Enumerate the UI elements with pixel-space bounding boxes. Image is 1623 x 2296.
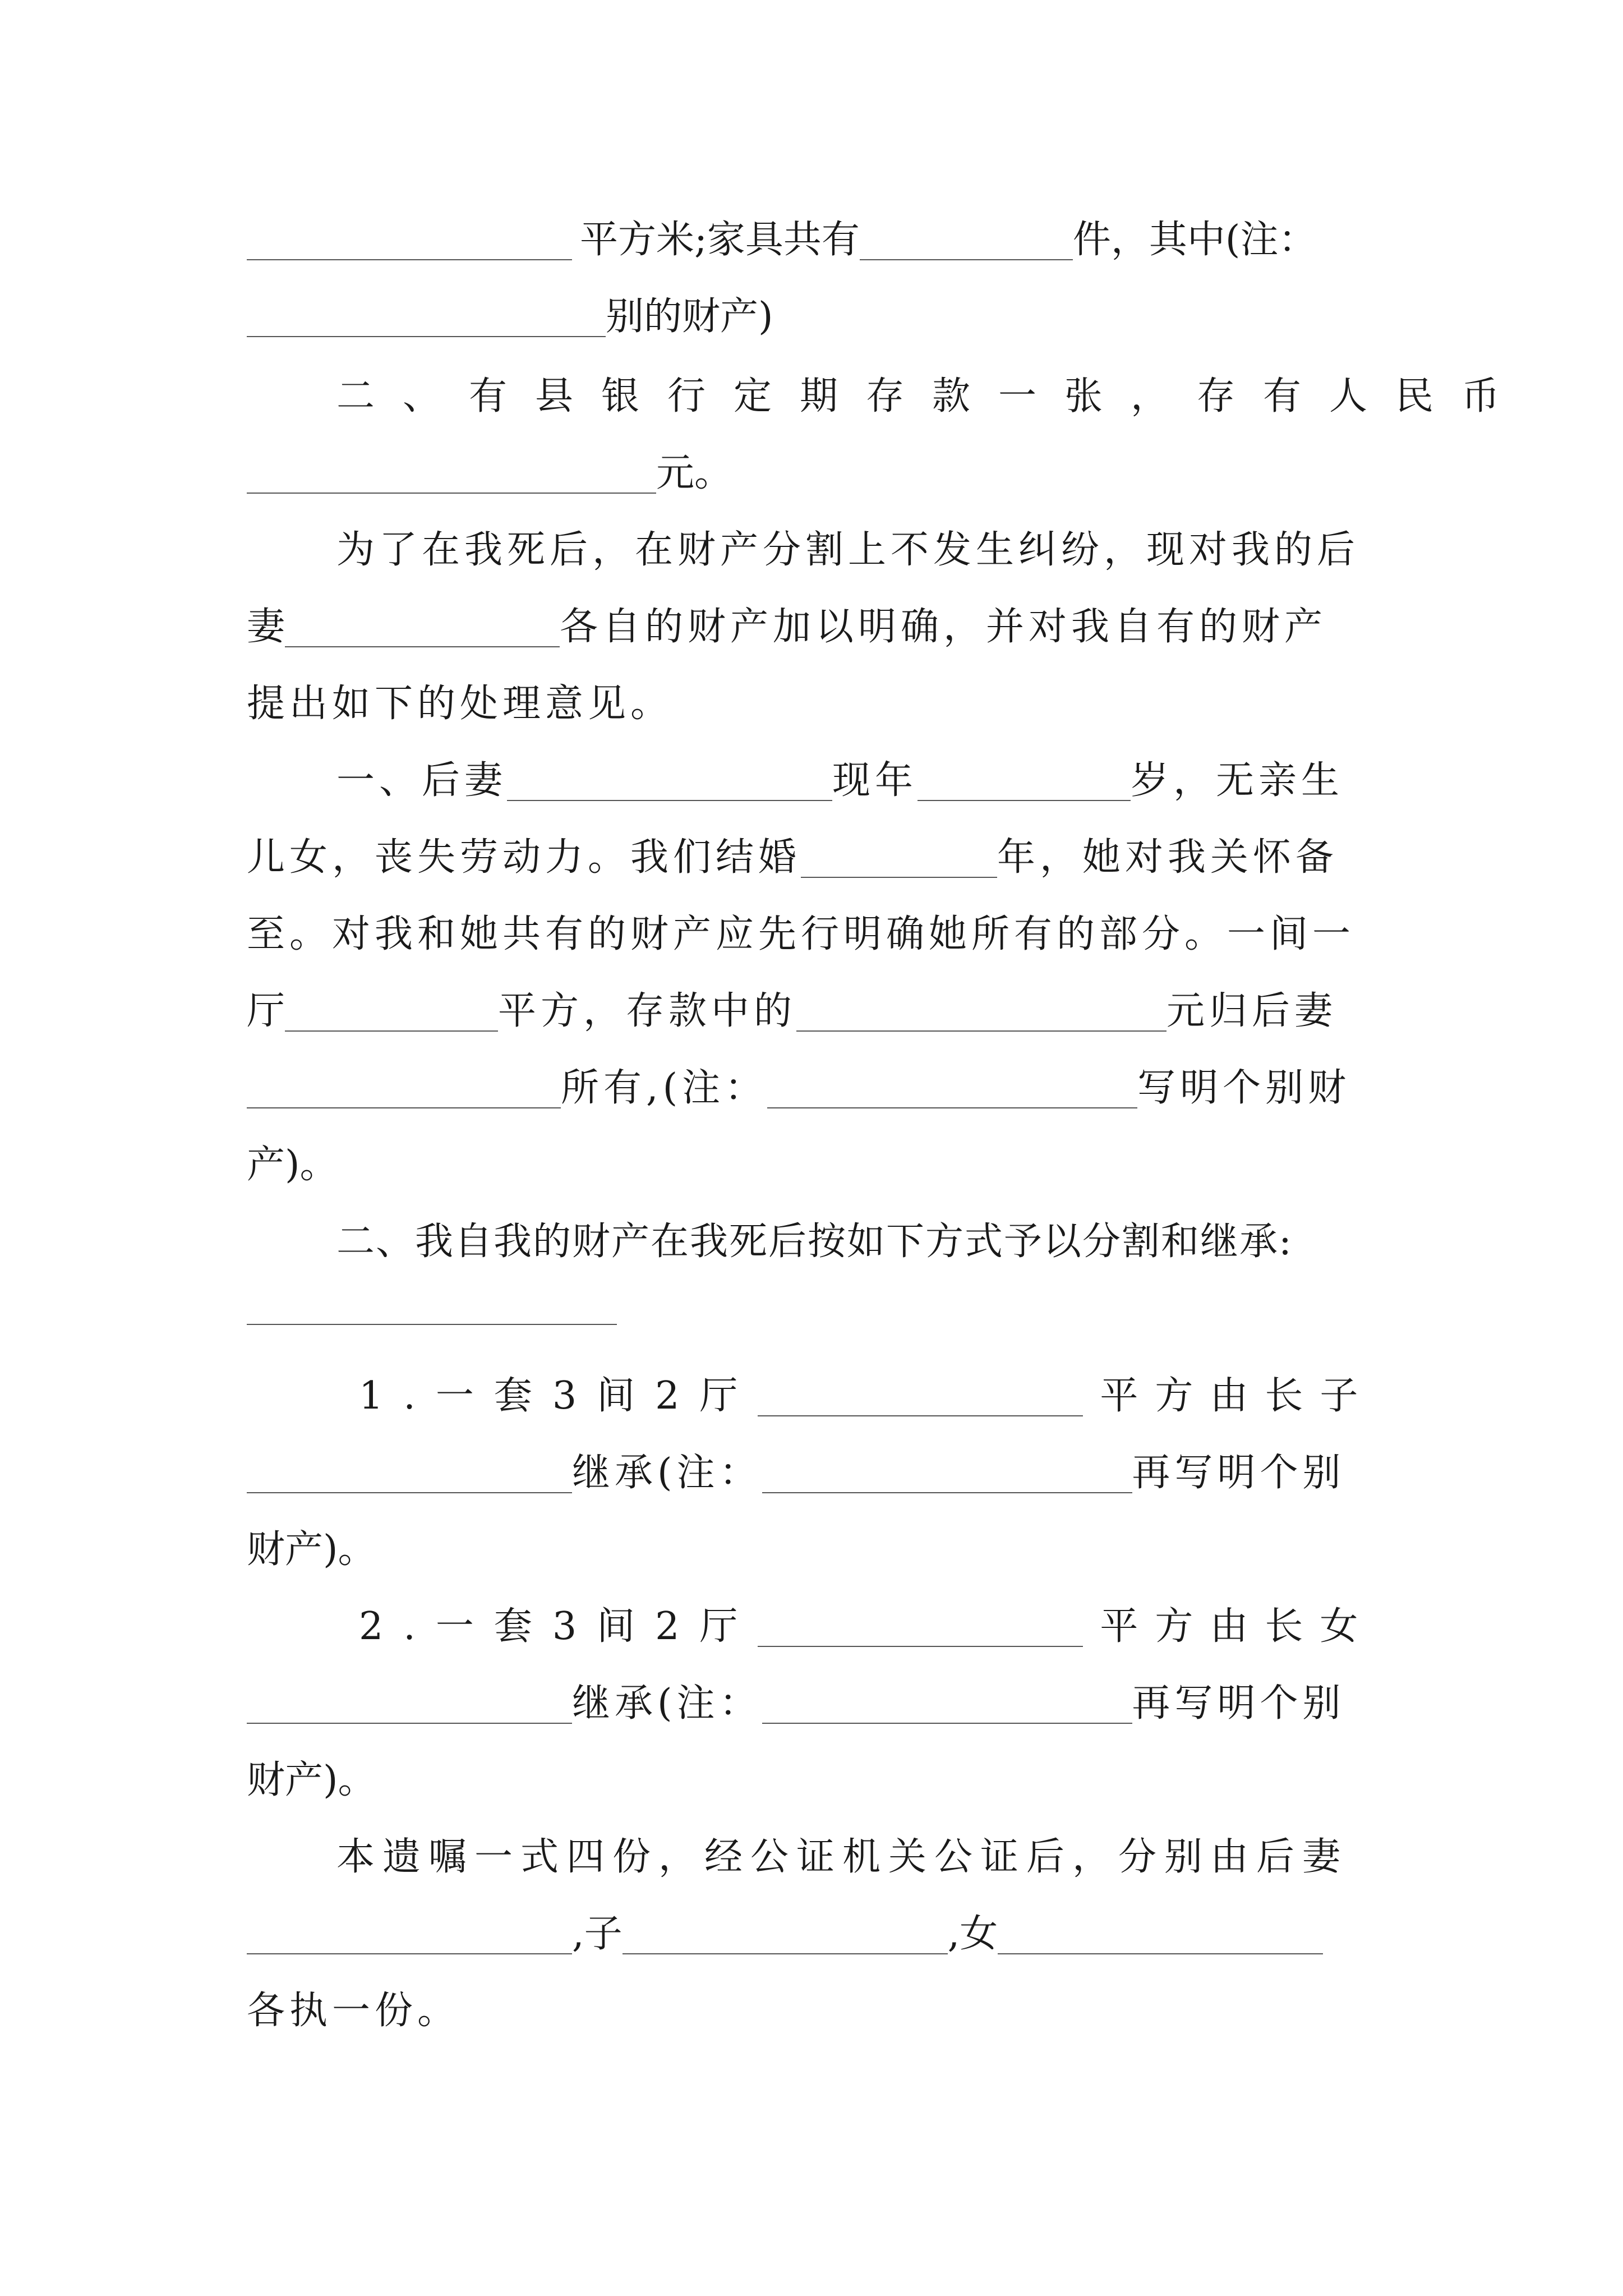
line-17 (247, 1445, 1385, 1501)
blank-field (247, 1683, 572, 1724)
text: 2.一套3间2厅 (359, 1604, 758, 1649)
text: 继承(注： (572, 1451, 762, 1495)
text: 儿女，丧失劳动力。我们结婚 (247, 835, 801, 880)
text: 年，她对我关怀备 (997, 835, 1339, 880)
text: 财产)。 (247, 1527, 376, 1572)
text: 至。对我和她共有的财产应先行明确她所有的部分。一间一 (247, 912, 1355, 956)
text: 各执一份。 (247, 1989, 460, 2033)
blank-field (917, 761, 1131, 801)
line-14 (336, 1214, 1385, 1270)
line-19 (359, 1599, 1385, 1655)
blank-field (762, 1453, 1132, 1493)
text: 现年 (832, 758, 918, 803)
text: 各自的财产加以明确，并对我自有的财产 (560, 605, 1327, 649)
line-23 (247, 1906, 1385, 1962)
text: 平方由长子 (1100, 1374, 1375, 1418)
line-18 (247, 1522, 1385, 1578)
text: 写明个别财 (1137, 1066, 1351, 1110)
blank-field (767, 1068, 1137, 1108)
line-4 (247, 445, 1385, 501)
line-13 (247, 1137, 1385, 1193)
line-8 (336, 753, 1385, 809)
blank-field (247, 1285, 617, 1325)
text: 财产)。 (247, 1758, 376, 1802)
text: 妻 (247, 605, 285, 649)
text: 产)。 (247, 1143, 338, 1187)
text: 平方米;家具共有 (580, 218, 860, 262)
line-9 (247, 830, 1385, 886)
text: 1.一套3间2厅 (359, 1374, 758, 1418)
line-15 (247, 1285, 1385, 1333)
blank-field (247, 1914, 572, 1954)
text: 平方，存款中的 (498, 989, 797, 1033)
text: 继承(注： (572, 1681, 762, 1726)
text: ,女 (947, 1912, 998, 1956)
text: ,子 (572, 1912, 623, 1956)
text: 二、我自我的财产在我死后按如下方式予以分割和继承: (336, 1220, 1293, 1264)
text: 别的财产) (606, 295, 773, 339)
line-3 (336, 369, 1528, 425)
line-6 (247, 599, 1385, 655)
blank-field (758, 1607, 1083, 1647)
text: 厅 (247, 989, 285, 1033)
line-1 (247, 212, 1385, 268)
text: 二、有县银行定期存款一张，存有人民币 (336, 374, 1528, 418)
line-5 (336, 522, 1385, 578)
text: 元归后妻 (1166, 989, 1338, 1033)
line-20 (247, 1676, 1385, 1732)
line-16 (359, 1368, 1385, 1424)
blank-field (860, 220, 1073, 260)
text: 件，其中(注： (1072, 218, 1317, 262)
line-24 (247, 1983, 1385, 2039)
text: 所有,(注： (561, 1066, 768, 1110)
text: 本遗嘱一式四份，经公证机关公证后，分别由后妻 (336, 1835, 1349, 1879)
blank-field (762, 1683, 1132, 1724)
blank-field (285, 991, 498, 1032)
text: 为了在我死后，在财产分割上不发生纠纷，现对我的后 (336, 528, 1360, 572)
blank-field (247, 297, 606, 337)
line-7 (247, 676, 1385, 732)
blank-field (758, 1376, 1083, 1416)
text: 一、后妻 (336, 758, 508, 803)
text: 提出如下的处理意见。 (247, 682, 674, 726)
blank-field (801, 838, 997, 878)
text: 平方由长女 (1100, 1604, 1375, 1649)
blank-field (507, 761, 832, 801)
blank-field (247, 1453, 572, 1493)
text: 再写明个别 (1132, 1451, 1345, 1495)
line-2 (247, 289, 1385, 345)
blank-field (247, 453, 656, 494)
blank-field (623, 1914, 948, 1954)
blank-field (285, 607, 560, 647)
text: 岁，无亲生 (1131, 758, 1344, 803)
blank-field (247, 220, 572, 260)
text: 元。 (656, 451, 733, 495)
blank-field (247, 1068, 561, 1108)
blank-field (998, 1914, 1323, 1954)
text: 再写明个别 (1132, 1681, 1345, 1726)
line-10 (247, 907, 1385, 963)
blank-field (796, 991, 1166, 1032)
line-21 (247, 1752, 1385, 1809)
line-22 (336, 1829, 1385, 1885)
line-11 (247, 983, 1385, 1039)
line-12 (247, 1060, 1385, 1116)
